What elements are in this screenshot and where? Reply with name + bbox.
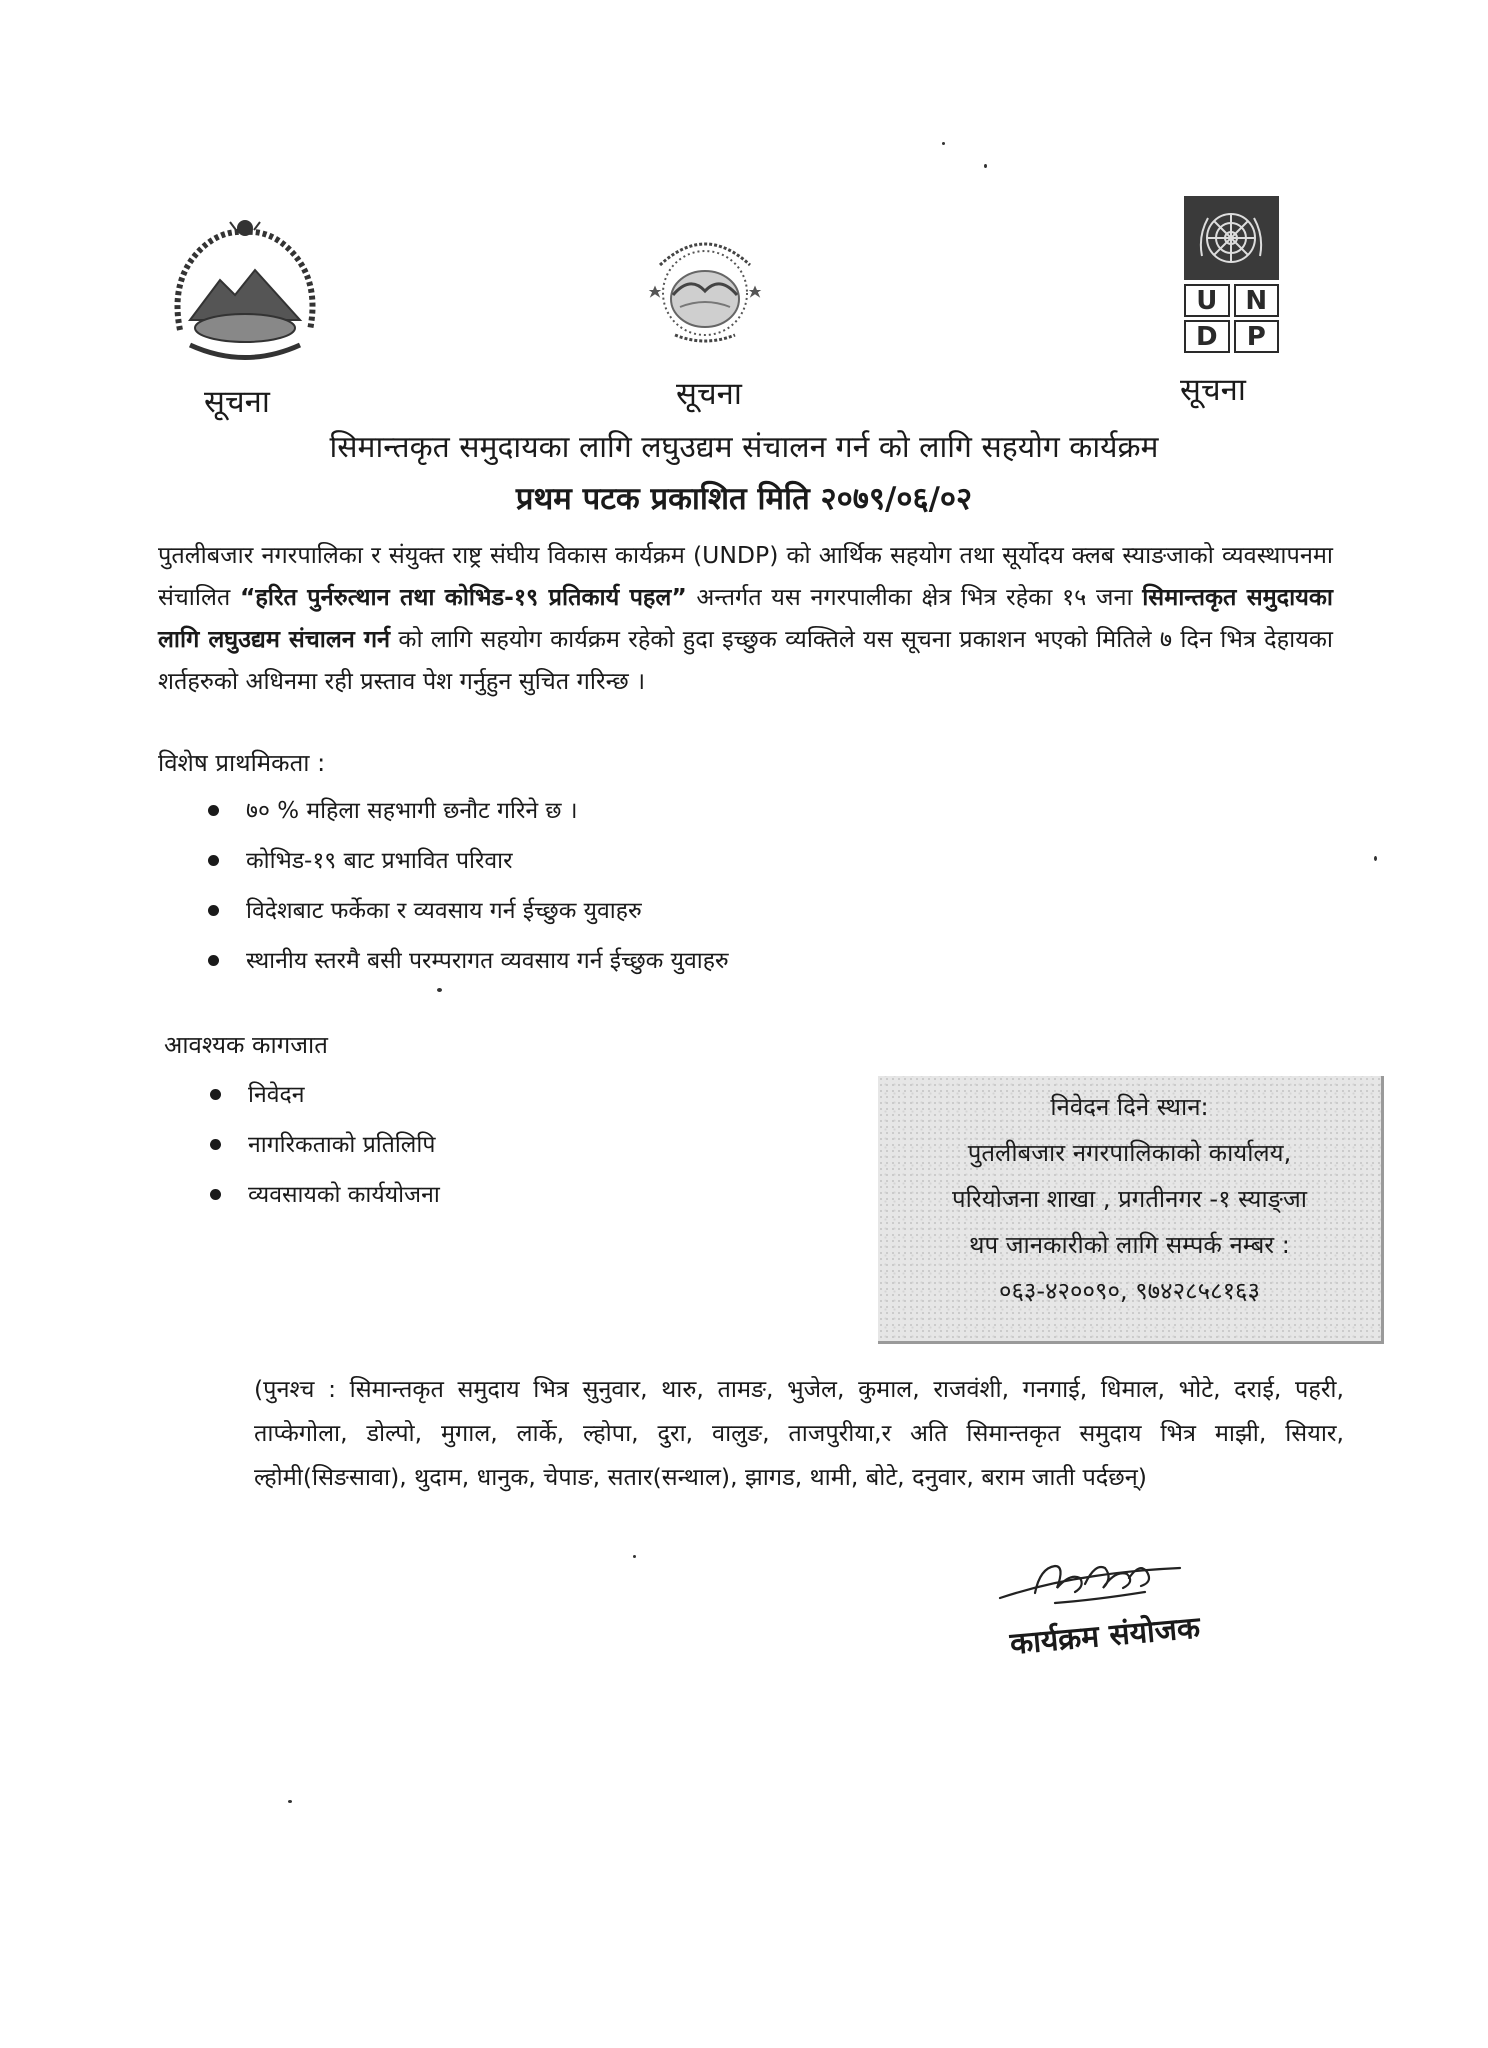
undp-letter-p: P (1234, 320, 1280, 353)
body-part-1: पुतलीबजार नगरपालिका र संयुक्त राष्ट्र संघीय विकास कार्यक्रम (UNDP) को आर्थिक सहयोग तथा सूर्योदय क्लब स्याङजाको व्यवस्थापनमा संचालित (158, 541, 1333, 611)
notice-label-left: सूचना (204, 384, 270, 420)
application-info-box (878, 1076, 1384, 1344)
scan-speck (1374, 856, 1377, 861)
scan-speck (942, 142, 945, 145)
apply-place-label: निवेदन दिने स्थान: (1050, 1093, 1209, 1121)
body-bold-initiative: “हरित पुर्नरुत्थान तथा कोभिड-१९ प्रतिकार्य पहल” (239, 583, 687, 611)
publication-date-title: प्रथम पटक प्रकाशित मिति २०७९/०६/०२ (515, 481, 973, 517)
un-emblem-box (1184, 196, 1279, 280)
documents-list (210, 1070, 440, 1220)
list-item: नागरिकताको प्रतिलिपि (210, 1120, 440, 1170)
scan-speck (633, 1555, 636, 1558)
body-paragraph (158, 534, 1333, 702)
signature-mark (995, 1548, 1185, 1618)
undp-letter-d: D (1184, 320, 1230, 353)
undp-letter-n: N (1234, 284, 1280, 317)
program-title: सिमान्तकृत समुदायका लागि लघुउद्यम संचालन गर्न को लागि सहयोग कार्यक्रम (329, 430, 1159, 465)
undp-logo (1184, 196, 1279, 352)
notice-label-right: सूचना (1180, 372, 1246, 408)
list-item: व्यवसायको कार्ययोजना (210, 1170, 440, 1220)
apply-office: पुतलीबजार नगरपालिकाको कार्यालय, (967, 1139, 1292, 1167)
scan-speck (288, 1800, 292, 1803)
contact-label: थप जानकारीको लागि सम्पर्क नम्बर : (969, 1231, 1290, 1259)
scan-speck (984, 164, 987, 168)
apply-branch: परियोजना शाखा , प्रगतीनगर -१ स्याङ्जा (952, 1185, 1307, 1213)
list-item: निवेदन (210, 1070, 440, 1120)
list-item: विदेशबाट फर्केका र व्यवसाय गर्न ईच्छुक युवाहरु (208, 886, 729, 936)
scan-speck (437, 988, 442, 992)
un-globe-icon (1184, 196, 1279, 280)
body-part-2: अन्तर्गत यस नगरपालीका क्षेत्र भित्र रहेका १५ जना (686, 583, 1143, 611)
contact-numbers: ०६३-४२००९०, ९७४२८५८१६३ (998, 1277, 1261, 1305)
list-item: स्थानीय स्तरमै बसी परम्परागत व्यवसाय गर्न ईच्छुक युवाहरु (208, 936, 729, 986)
documents-heading: आवश्यक कागजात (164, 1031, 328, 1059)
undp-letter-u: U (1184, 284, 1230, 317)
list-item: ७० % महिला सहभागी छनौट गरिने छ । (208, 786, 729, 836)
nepal-emblem-logo (160, 210, 330, 380)
notice-label-center: सूचना (676, 376, 742, 412)
priority-heading: विशेष प्राथमिकता : (158, 749, 326, 777)
list-item: कोभिड-१९ बाट प्रभावित परिवार (208, 836, 729, 886)
priority-list (208, 786, 729, 986)
body-bold-program: सिमान्तकृत समुदायका लागि लघुउद्यम संचालन गर्न (158, 583, 1334, 653)
signatory-title: कार्यक्रम संयोजक (1008, 1610, 1202, 1662)
body-part-3: को लागि सहयोग कार्यक्रम रहेको हुदा इच्छुक व्यक्तिले यस सूचना प्रकाशन भएको मितिले ७ दिन भित्र देहायका शर्तहरुको अधिनमा रही प्रस्ताव पेश गर्नुहुन सुचित गरिन्छ । (158, 625, 1333, 695)
club-emblem-logo (640, 225, 770, 355)
postscript-paragraph: (पुनश्च : सिमान्तकृत समुदाय भित्र सुनुवार, थारु, तामङ, भुजेल, कुमाल, राजवंशी, गनगाई, धिमाल, भोटे, दराई, पहरी, ताप्केगोला, डोल्पो, मुगाल, लार्के, ल्होपा, दुरा, वालुङ, ताजपुरीया,र अति सिमान्तकृत समुदाय भित्र माझी, सियार, ल्होमी(सिङसावा), थुदाम, धानुक, चेपाङ, सतार(सन्थाल), झागड, थामी, बोटे, दनुवार, बराम जाती पर्दछन्) (254, 1375, 1344, 1491)
